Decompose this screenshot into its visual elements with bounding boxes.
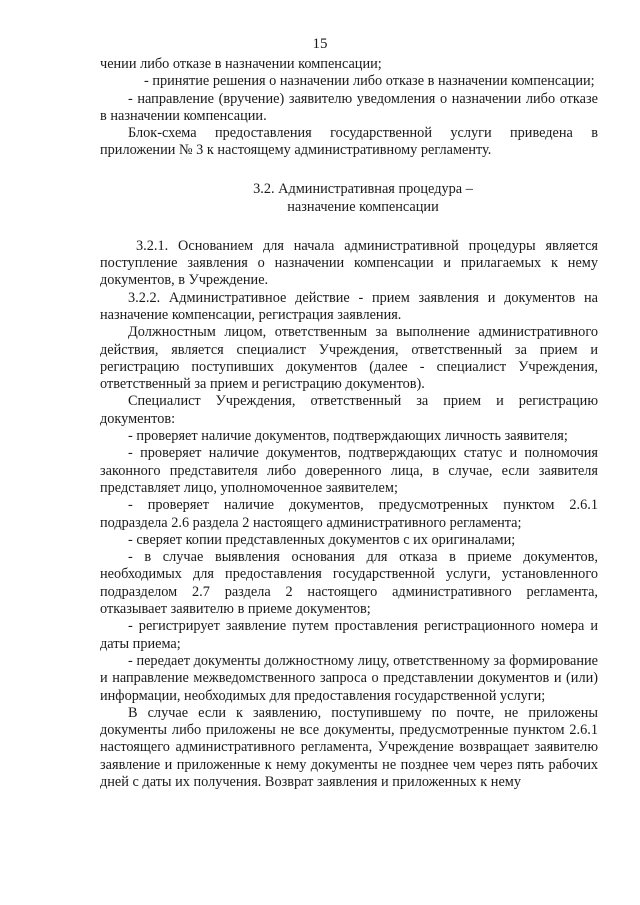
list-item: - регистрирует заявление путем проставления регистрационного номера и даты приема; <box>100 618 598 652</box>
page-number: 15 <box>312 36 328 52</box>
paragraph: 3.2.2. Административное действие - прием заявления и документов на назначение компенсации, регистрация заявления. <box>100 289 598 323</box>
section-heading-line: 3.2. Административная процедура – <box>253 180 473 197</box>
section-heading <box>128 180 598 216</box>
list-item: - проверяет наличие документов, предусмотренных пунктом 2.6.1 подраздела 2.6 раздела 2 настоящего административного регламента; <box>100 497 598 531</box>
paragraph: 3.2.1. Основанием для начала административной процедуры является поступление заявления о назначении компенсации и прилагаемых к нему документов, в Учреждение. <box>100 237 598 289</box>
list-item: - направление (вручение) заявителю уведомления о назначении либо отказе в назначении компенсации. <box>100 90 598 124</box>
paragraph: чении либо отказе в назначении компенсации; <box>100 56 382 72</box>
list-item: - принятие решения о назначении либо отказе в назначении компенсации; <box>144 73 595 90</box>
list-item: - сверяет копии представленных документов с их оригиналами; <box>128 531 516 548</box>
list-item: - проверяет наличие документов, подтверждающих статус и полномочия законного представителя либо доверенного лица, в случае, если заявителя представляет лицо, уполномоченное заявителем; <box>100 445 598 496</box>
paragraph: Блок-схема предоставления государственной услуги приведена в приложении № 3 к настоящему административному регламенту. <box>100 125 598 159</box>
list-item: - передает документы должностному лицу, ответственному за формирование и направление межведомственного запроса о представлении документов и (или) информации, необходимых для предоставления государственной услуги; <box>100 652 598 704</box>
list-item: - проверяет наличие документов, подтверждающих личность заявителя; <box>128 428 568 445</box>
paragraph: В случае если к заявлению, поступившему по почте, не приложены документы либо приложены не все документы, предусмотренные пунктом 2.6.1 настоящего административного регламента, Учреждение возвращает заявителю заявление и приложенные к нему документы не позднее чем через пять рабочих дней с даты их получения. Возврат заявления и приложенных к нему <box>100 704 598 790</box>
list-item: - в случае выявления основания для отказа в приеме документов, необходимых для предоставления государственной услуги, установленного подразделом 2.7 раздела 2 настоящего административного регламента, отказывает заявителю в приеме документов; <box>100 549 598 618</box>
paragraph: Должностным лицом, ответственным за выполнение административного действия, является специалист Учреждения, ответственный за прием и регистрацию поступивших документов (далее - специалист Учреждения, ответственный за прием и регистрацию документов). <box>100 324 598 393</box>
paragraph: Специалист Учреждения, ответственный за прием и регистрацию документов: <box>100 393 598 427</box>
document-body <box>100 56 598 791</box>
section-heading-line: назначение компенсации <box>287 198 439 215</box>
